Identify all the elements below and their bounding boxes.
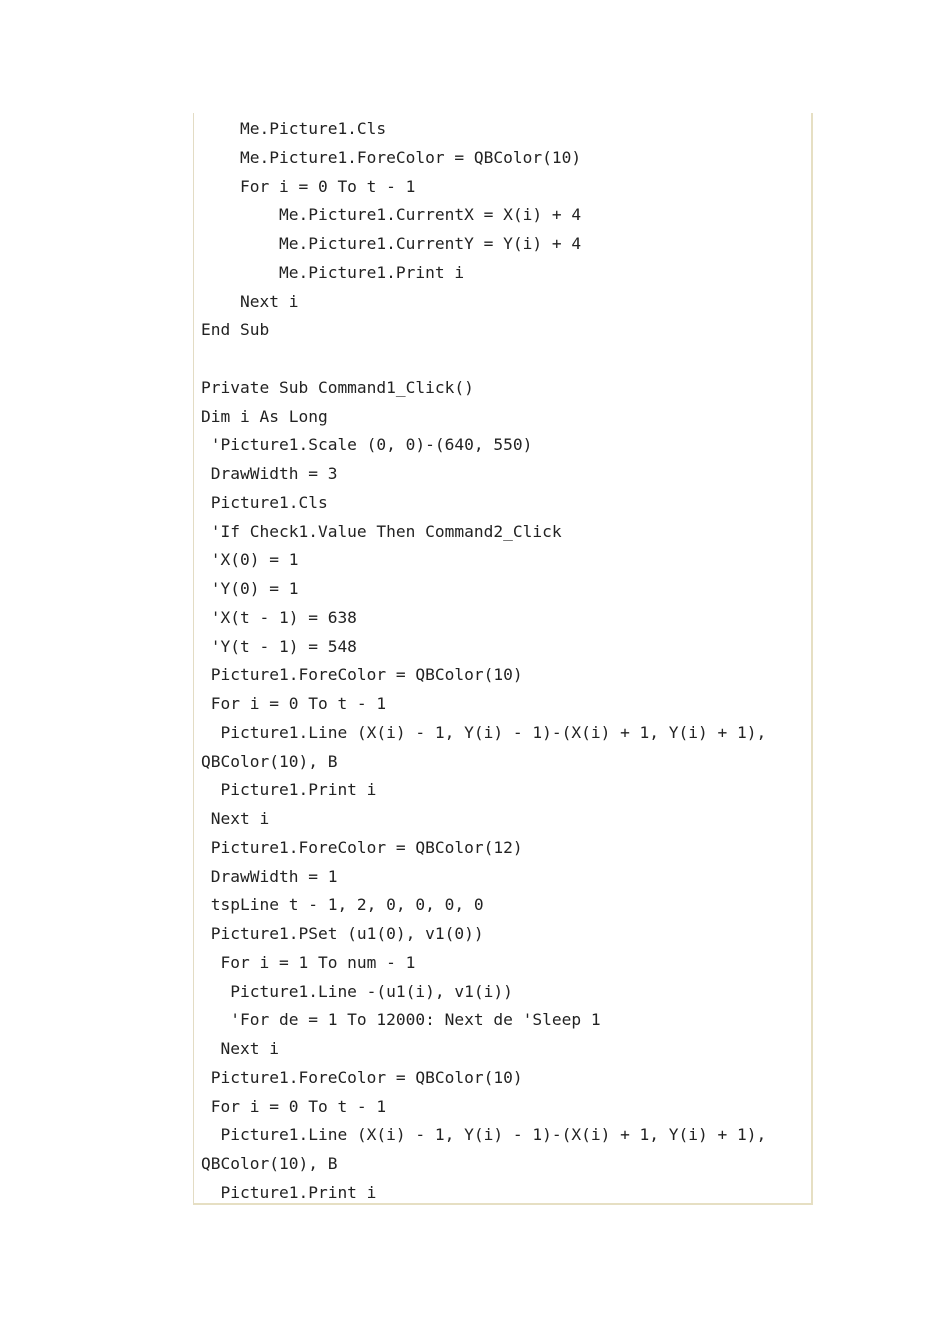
code-line: 'For de = 1 To 12000: Next de 'Sleep 1 [201,1010,601,1030]
code-block [201,115,766,1208]
code-line: tspLine t - 1, 2, 0, 0, 0, 0 [201,895,484,915]
code-line: Picture1.Line (X(i) - 1, Y(i) - 1)-(X(i) + 1, Y(i) + 1), [201,1125,767,1145]
code-line: Picture1.Line -(u1(i), v1(i)) [201,981,513,1001]
code-line: For i = 0 To t - 1 [201,1096,387,1116]
code-line: DrawWidth = 3 [201,464,338,483]
code-line: Picture1.PSet (u1(0), v1(0)) [201,924,484,943]
code-line: For i = 0 To t - 1 [201,176,416,196]
code-line: QBColor(10), B [201,1154,338,1173]
code-line: Picture1.Print i [201,1182,377,1202]
code-line: 'Y(t - 1) = 548 [201,636,357,656]
code-line: Picture1.Line (X(i) - 1, Y(i) - 1)-(X(i) + 1, Y(i) + 1), [201,722,767,742]
code-line: QBColor(10), B [201,751,338,771]
code-line: Me.Picture1.CurrentY = Y(i) + 4 [201,234,582,253]
code-line: 'If Check1.Value Then Command2_Click [201,521,562,541]
code-line: Me.Picture1.CurrentX = X(i) + 4 [201,205,582,225]
code-line: Picture1.ForeColor = QBColor(12) [201,837,523,857]
code-line: Picture1.Print i [201,780,377,800]
code-line: For i = 0 To t - 1 [201,694,387,713]
code-line [201,345,766,374]
code-line: 'Y(0) = 1 [201,579,299,598]
code-line: DrawWidth = 1 [201,866,338,886]
code-line: Picture1.Cls [201,492,328,512]
code-line: 'Picture1.Scale (0, 0)-(640, 550) [201,435,533,455]
code-line: End Sub [201,320,270,340]
code-line: 'X(0) = 1 [201,550,299,570]
code-line: Next i [201,809,270,828]
code-line: Picture1.ForeColor = QBColor(10) [201,1067,523,1087]
code-line: For i = 1 To num - 1 [201,952,416,972]
code-line: Me.Picture1.Cls [201,119,387,138]
code-line: Private Sub Command1_Click() [201,377,474,397]
code-line: Me.Picture1.Print i [201,262,465,282]
code-line: Dim i As Long [201,406,328,426]
code-line: Picture1.ForeColor = QBColor(10) [201,665,523,685]
code-line: 'X(t - 1) = 638 [201,607,357,627]
code-line: Next i [201,1039,279,1058]
code-line: Next i [201,291,299,311]
code-line: Me.Picture1.ForeColor = QBColor(10) [201,147,582,167]
